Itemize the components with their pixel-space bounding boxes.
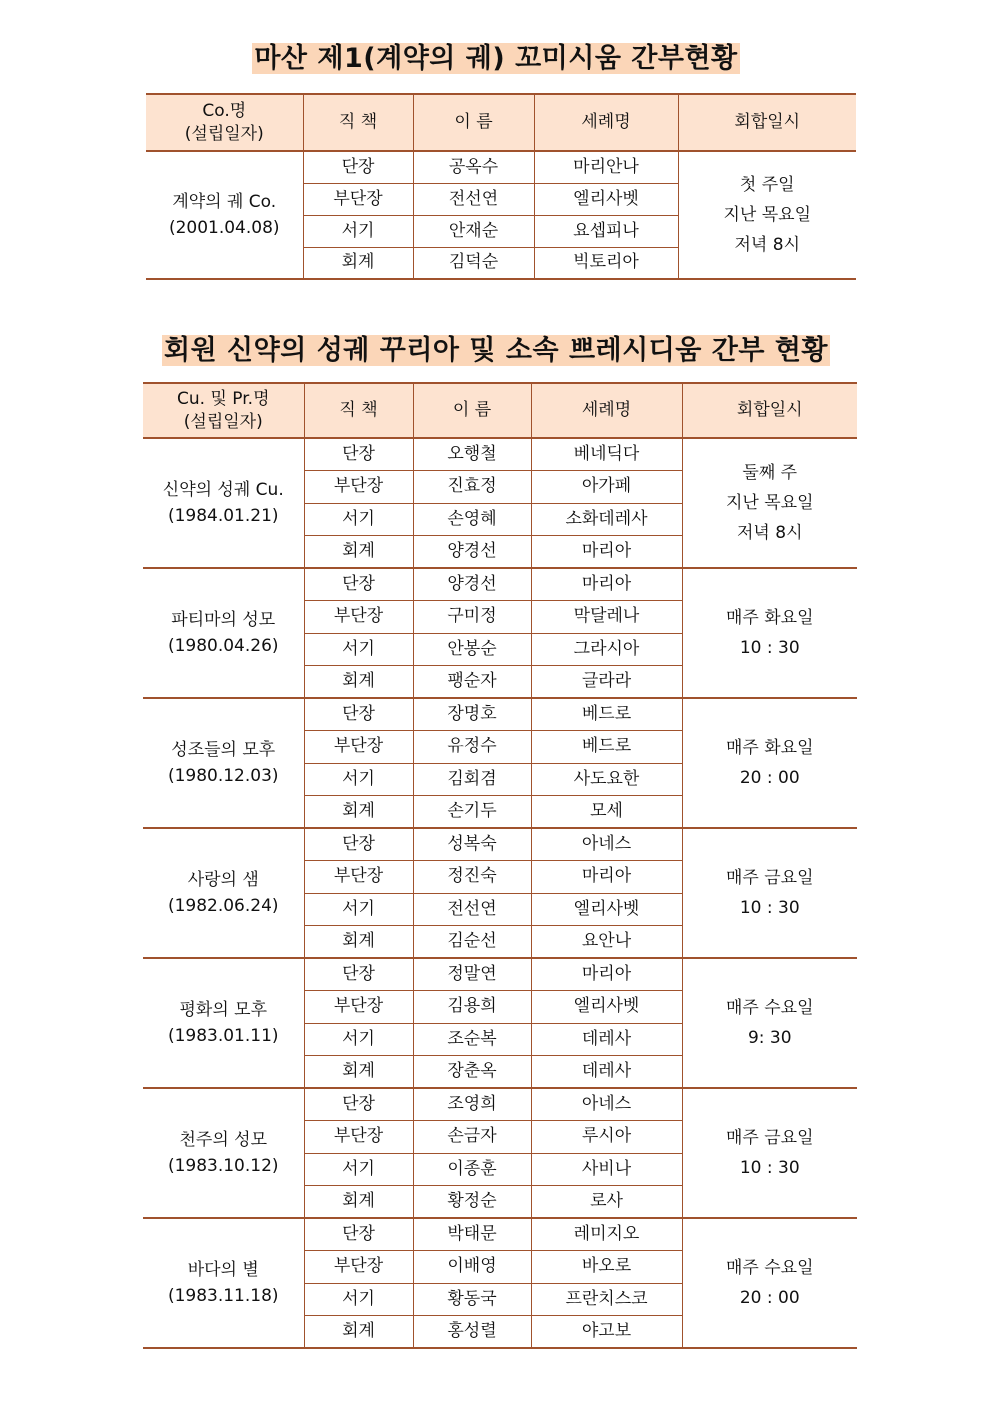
role-cell: 부단장 [303,183,413,215]
role-cell: 회계 [304,1316,413,1349]
meeting-line: 저녁 8시 [734,235,800,255]
role-cell: 부단장 [304,471,413,504]
header-meeting-time: 회합일시 [678,94,856,151]
baptismal-name-cell: 사도요한 [531,763,682,796]
council-name: 성조들의 모후 [171,740,276,760]
role-cell: 단장 [304,438,413,471]
name-cell: 안재순 [413,215,534,247]
role-cell: 회계 [304,796,413,829]
role-cell: 서기 [304,503,413,536]
baptismal-name-cell: 아가페 [531,471,682,504]
council-cell [143,698,304,828]
baptismal-name-cell: 그라시아 [531,633,682,666]
name-cell: 이종훈 [413,1153,531,1186]
baptismal-name-cell: 엘리사벳 [531,991,682,1024]
header-name: 이 름 [413,94,534,151]
meeting-line: 매주 화요일 [725,738,814,758]
header-role: 직 책 [304,383,413,438]
name-cell: 김덕순 [413,247,534,279]
baptismal-name-cell: 요셉피나 [534,215,678,247]
council-name: 파티마의 성모 [171,610,276,630]
meeting-line: 10 : 30 [739,1158,800,1178]
role-cell: 서기 [304,1153,413,1186]
name-cell: 홍성렬 [413,1316,531,1349]
name-cell: 장춘옥 [413,1056,531,1089]
name-cell: 김순선 [413,926,531,959]
baptismal-name-cell: 소화데레사 [531,503,682,536]
page-title-comitium [0,42,992,76]
name-cell: 유정수 [413,731,531,764]
founded-date: (1982.06.24) [167,896,279,916]
council-cell [143,568,304,698]
name-cell: 이배영 [413,1251,531,1284]
role-cell: 회계 [303,247,413,279]
name-cell: 김회겸 [413,763,531,796]
founded-date: (2001.04.08) [168,218,280,238]
baptismal-name-cell: 바오로 [531,1251,682,1284]
name-cell: 구미정 [413,601,531,634]
name-cell: 조영희 [413,1088,531,1121]
baptismal-name-cell: 데레사 [531,1056,682,1089]
baptismal-name-cell: 아네스 [531,1088,682,1121]
meeting-line: 지난 목요일 [725,493,814,513]
meeting-line: 매주 화요일 [725,608,814,628]
council-name: 사랑의 샘 [187,870,259,890]
baptismal-name-cell: 마리아 [531,536,682,569]
meeting-cell [682,698,857,828]
role-cell: 부단장 [304,861,413,894]
name-cell: 손금자 [413,1121,531,1154]
header-council-label: Co.명 [202,100,247,121]
table-row [143,438,857,471]
table-row [143,568,857,601]
role-cell: 서기 [303,215,413,247]
meeting-cell [682,1218,857,1348]
comitium-officers-table [146,93,856,280]
header-council [146,94,303,151]
council-cell [143,1088,304,1218]
baptismal-name-cell: 막달레나 [531,601,682,634]
meeting-line: 저녁 8시 [737,523,803,543]
curia-officers-table [143,382,857,1349]
name-cell: 오행철 [413,438,531,471]
baptismal-name-cell: 마리안나 [534,151,678,183]
role-cell: 회계 [304,1056,413,1089]
meeting-cell [682,958,857,1088]
meeting-line: 첫 주일 [739,175,795,195]
council-cell [143,438,304,568]
name-cell: 장명호 [413,698,531,731]
header-council-label: Cu. 및 Pr.명 [177,388,270,409]
meeting-line: 매주 금요일 [725,1128,814,1148]
table-row [143,698,857,731]
meeting-line: 10 : 30 [739,638,800,658]
council-name: 바다의 별 [187,1260,259,1280]
meeting-cell [682,828,857,958]
baptismal-name-cell: 데레사 [531,1023,682,1056]
baptismal-name-cell: 아네스 [531,828,682,861]
title-text: 마산 제1(계약의 궤) 꼬미시움 간부현황 [254,43,738,74]
baptismal-name-cell: 빅토리아 [534,247,678,279]
table-row [146,151,856,183]
name-cell: 성복숙 [413,828,531,861]
role-cell: 단장 [304,698,413,731]
baptismal-name-cell: 글라라 [531,666,682,699]
header-baptismal-name: 세례명 [534,94,678,151]
council-name: 신약의 성궤 Cu. [162,480,284,500]
name-cell: 손기두 [413,796,531,829]
role-cell: 단장 [303,151,413,183]
baptismal-name-cell: 요안나 [531,926,682,959]
role-cell: 단장 [304,568,413,601]
header-founded-label: (설립일자) [183,411,263,432]
meeting-line: 9: 30 [747,1028,792,1048]
name-cell: 황정순 [413,1186,531,1219]
role-cell: 서기 [304,1283,413,1316]
name-cell: 전선연 [413,183,534,215]
baptismal-name-cell: 로사 [531,1186,682,1219]
name-cell: 공옥수 [413,151,534,183]
header-baptismal-name: 세례명 [531,383,682,438]
council-cell [143,1218,304,1348]
role-cell: 단장 [304,958,413,991]
header-row [143,383,857,438]
meeting-line: 매주 수요일 [725,1258,814,1278]
baptismal-name-cell: 베네딕다 [531,438,682,471]
role-cell: 단장 [304,1088,413,1121]
header-council [143,383,304,438]
council-name: 계약의 궤 Co. [172,192,277,212]
meeting-line: 10 : 30 [739,898,800,918]
baptismal-name-cell: 엘리사벳 [531,893,682,926]
role-cell: 서기 [304,893,413,926]
page-title-curia [0,334,992,368]
meeting-cell [682,1088,857,1218]
founded-date: (1983.10.12) [167,1156,279,1176]
council-name: 천주의 성모 [179,1130,267,1150]
header-name: 이 름 [413,383,531,438]
meeting-line: 20 : 00 [739,1288,800,1308]
table-row [143,1218,857,1251]
name-cell: 안봉순 [413,633,531,666]
role-cell: 서기 [304,1023,413,1056]
baptismal-name-cell: 루시아 [531,1121,682,1154]
role-cell: 부단장 [304,991,413,1024]
table-row [143,1088,857,1121]
table-row [143,828,857,861]
name-cell: 정말연 [413,958,531,991]
founded-date: (1980.04.26) [167,636,279,656]
baptismal-name-cell: 야고보 [531,1316,682,1349]
role-cell: 부단장 [304,1251,413,1284]
name-cell: 황동국 [413,1283,531,1316]
meeting-line: 지난 목요일 [723,205,811,225]
name-cell: 조순복 [413,1023,531,1056]
table-row [143,958,857,991]
meeting-cell [678,151,856,279]
role-cell: 회계 [304,536,413,569]
name-cell: 양경선 [413,536,531,569]
name-cell: 정진숙 [413,861,531,894]
role-cell: 부단장 [304,1121,413,1154]
founded-date: (1983.01.11) [167,1026,279,1046]
role-cell: 회계 [304,1186,413,1219]
role-cell: 서기 [304,633,413,666]
name-cell: 팽순자 [413,666,531,699]
header-meeting-time: 회합일시 [682,383,857,438]
council-cell [146,151,303,279]
role-cell: 부단장 [304,731,413,764]
role-cell: 단장 [304,1218,413,1251]
council-name: 평화의 모후 [179,1000,267,1020]
council-cell [143,958,304,1088]
name-cell: 박태문 [413,1218,531,1251]
baptismal-name-cell: 마리아 [531,861,682,894]
role-cell: 서기 [304,763,413,796]
baptismal-name-cell: 마리아 [531,958,682,991]
founded-date: (1984.01.21) [167,506,279,526]
role-cell: 회계 [304,926,413,959]
baptismal-name-cell: 레미지오 [531,1218,682,1251]
founded-date: (1983.11.18) [167,1286,279,1306]
meeting-line: 매주 금요일 [725,868,814,888]
baptismal-name-cell: 베드로 [531,698,682,731]
founded-date: (1980.12.03) [167,766,279,786]
meeting-cell [682,438,857,568]
baptismal-name-cell: 마리아 [531,568,682,601]
baptismal-name-cell: 엘리사벳 [534,183,678,215]
title-text: 회원 신약의 성궤 꾸리아 및 소속 쁘레시디움 간부 현황 [163,335,828,366]
role-cell: 회계 [304,666,413,699]
name-cell: 손영혜 [413,503,531,536]
header-row [146,94,856,151]
meeting-line: 둘째 주 [742,463,798,483]
council-cell [143,828,304,958]
name-cell: 전선연 [413,893,531,926]
baptismal-name-cell: 베드로 [531,731,682,764]
baptismal-name-cell: 사비나 [531,1153,682,1186]
meeting-cell [682,568,857,698]
meeting-line: 매주 수요일 [725,998,814,1018]
baptismal-name-cell: 모세 [531,796,682,829]
name-cell: 김용희 [413,991,531,1024]
role-cell: 부단장 [304,601,413,634]
role-cell: 단장 [304,828,413,861]
header-founded-label: (설립일자) [184,123,264,144]
meeting-line: 20 : 00 [739,768,800,788]
name-cell: 진효정 [413,471,531,504]
header-role: 직 책 [303,94,413,151]
baptismal-name-cell: 프란치스코 [531,1283,682,1316]
name-cell: 양경선 [413,568,531,601]
